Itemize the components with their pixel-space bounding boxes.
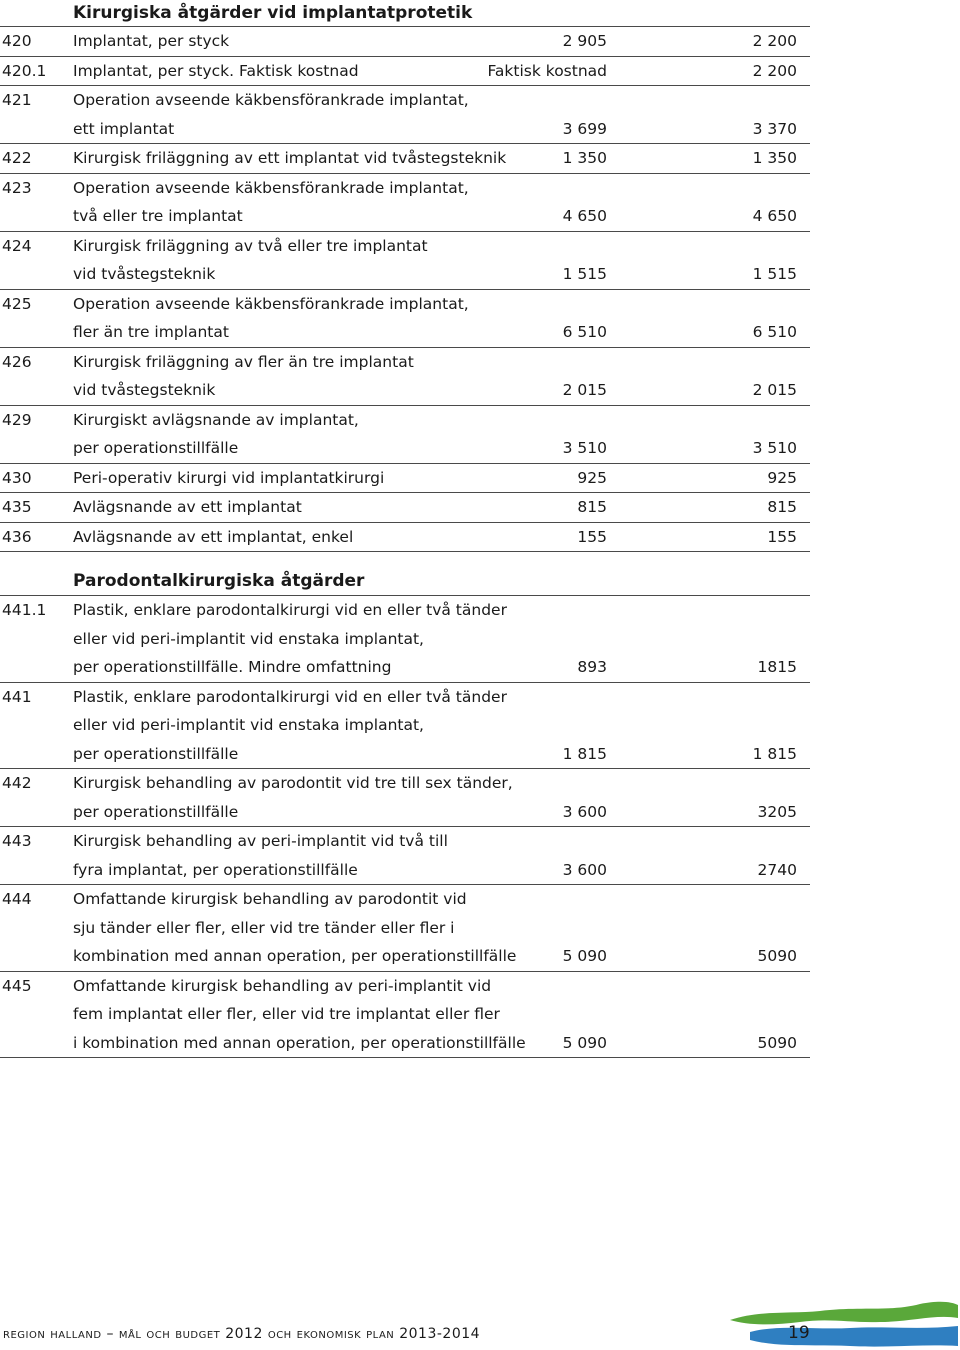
procedure-description: Kirurgiskt avlägsnande av implantat, — [73, 410, 359, 429]
row-line — [0, 376, 810, 405]
row-line — [0, 464, 810, 493]
table-row — [0, 56, 810, 86]
procedure-description: Kirurgisk friläggning av två eller tre implantat — [73, 236, 428, 255]
row-line — [0, 972, 810, 1001]
footer-text: region halland – mål och budget 2012 och ekonomisk plan 2013-2014 — [3, 1326, 481, 1342]
price-column-2: 6 510 — [752, 323, 797, 341]
procedure-description: Omfattande kirurgisk behandling av peri-implantit vid — [73, 976, 492, 995]
row-line — [0, 740, 810, 769]
logo-green-swoosh — [730, 1302, 958, 1325]
row-line — [0, 57, 810, 86]
price-column-2: 3205 — [757, 802, 797, 821]
procedure-description: Implantat, per styck. Faktisk kostnad — [73, 61, 359, 80]
row-line — [0, 115, 810, 144]
procedure-description: per operationstillfälle — [73, 439, 239, 457]
row-line — [0, 86, 810, 115]
procedure-code: 425 — [2, 294, 32, 313]
row-line — [0, 260, 810, 289]
table-row — [0, 595, 810, 682]
row-line — [0, 856, 810, 885]
price-column-2: 1 815 — [752, 744, 797, 763]
table-row — [0, 85, 810, 143]
price-column-2: 4 650 — [752, 207, 797, 225]
procedure-description: ett implantat — [73, 119, 175, 138]
row-line — [0, 798, 810, 827]
row-line — [0, 711, 810, 740]
procedure-description: per operationstillfälle. Mindre omfattning — [73, 658, 392, 676]
price-column-2: 1815 — [757, 658, 797, 676]
row-line — [0, 625, 810, 654]
table-row — [0, 289, 810, 347]
procedure-code: 430 — [2, 468, 32, 487]
row-line — [0, 1029, 810, 1058]
row-line — [0, 202, 810, 231]
price-column-1: 1 350 — [562, 149, 607, 167]
price-column-2: 1 515 — [752, 265, 797, 283]
procedure-code: 429 — [2, 410, 32, 429]
row-line — [0, 523, 810, 552]
logo-blue-swoosh — [750, 1326, 958, 1347]
procedure-description: Implantat, per styck — [73, 32, 230, 50]
table-row — [0, 347, 810, 405]
price-column-2: 5090 — [757, 1033, 797, 1052]
price-column-1: 5 090 — [562, 1033, 607, 1052]
row-line — [0, 769, 810, 798]
procedure-description: Avlägsnande av ett implantat, enkel — [73, 527, 354, 546]
price-column-1: 3 600 — [562, 802, 607, 821]
procedure-description: sju tänder eller fler, eller vid tre tänder eller fler i — [73, 918, 455, 937]
price-column-1: 4 650 — [562, 207, 607, 225]
procedure-description: Kirurgisk friläggning av ett implantat vid tvåstegsteknik — [73, 149, 507, 167]
procedure-description: Plastik, enklare parodontalkirurgi vid en eller två tänder — [73, 687, 507, 706]
table-row — [0, 884, 810, 971]
procedure-description: vid tvåstegsteknik — [73, 381, 216, 399]
section-title: Parodontalkirurgiska åtgärder — [73, 571, 365, 591]
price-table — [0, 26, 810, 552]
procedure-description: Operation avseende käkbensförankrade implantat, — [73, 294, 469, 313]
procedure-description: Operation avseende käkbensförankrade implantat, — [73, 91, 469, 109]
procedure-description: eller vid peri-implantit vid enstaka implantat, — [73, 716, 424, 734]
row-line — [0, 290, 810, 319]
procedure-code: 441 — [2, 687, 32, 706]
procedure-description: Kirurgisk behandling av peri-implantit vid två till — [73, 832, 448, 850]
price-column-1: 2 015 — [562, 381, 607, 399]
table-row — [0, 143, 810, 173]
procedure-code: 435 — [2, 498, 32, 516]
row-line — [0, 493, 810, 522]
price-column-2: 2 200 — [752, 61, 797, 80]
table-row — [0, 26, 810, 56]
procedure-code: 441.1 — [2, 601, 47, 619]
procedure-description: Omfattande kirurgisk behandling av parodontit vid — [73, 890, 467, 908]
procedure-code: 443 — [2, 832, 32, 850]
procedure-description: Peri-operativ kirurgi vid implantatkirurgi — [73, 468, 385, 487]
price-column-2: 5090 — [757, 947, 797, 965]
procedure-code: 445 — [2, 976, 32, 995]
row-line — [0, 683, 810, 712]
price-column-1: 893 — [577, 658, 607, 676]
price-column-1: 155 — [577, 527, 607, 546]
row-line — [0, 1000, 810, 1029]
procedure-code: 423 — [2, 178, 32, 197]
price-column-1: 1 515 — [562, 265, 607, 283]
price-column-1: 925 — [577, 468, 607, 487]
price-column-2: 155 — [767, 527, 797, 546]
price-column-1: 3 510 — [562, 439, 607, 457]
procedure-code: 420 — [2, 32, 32, 50]
price-column-2: 815 — [767, 498, 797, 516]
price-column-2: 2740 — [757, 860, 797, 879]
price-column-2: 2 200 — [752, 32, 797, 50]
procedure-code: 424 — [2, 236, 32, 255]
row-line — [0, 406, 810, 435]
table-row — [0, 682, 810, 769]
price-column-2: 925 — [767, 468, 797, 487]
row-line — [0, 885, 810, 914]
price-table — [0, 595, 810, 1058]
row-line — [0, 144, 810, 173]
procedure-code: 426 — [2, 352, 32, 371]
procedure-code: 421 — [2, 91, 32, 109]
table-row — [0, 971, 810, 1059]
price-column-1: 815 — [577, 498, 607, 516]
region-halland-logo — [720, 1296, 960, 1350]
table-row — [0, 522, 810, 553]
procedure-code: 422 — [2, 149, 32, 167]
price-column-1: Faktisk kostnad — [487, 61, 607, 80]
row-line — [0, 596, 810, 625]
procedure-description: fem implantat eller fler, eller vid tre implantat eller fler — [73, 1005, 500, 1023]
row-line — [0, 27, 810, 56]
procedure-description: fyra implantat, per operationstillfälle — [73, 860, 358, 879]
procedure-description: per operationstillfälle — [73, 802, 239, 821]
table-row — [0, 463, 810, 493]
procedure-description: Plastik, enklare parodontalkirurgi vid en eller två tänder — [73, 601, 507, 619]
page-number: 19 — [788, 1323, 810, 1343]
row-line — [0, 942, 810, 971]
table-row — [0, 492, 810, 522]
row-line — [0, 434, 810, 463]
procedure-description: kombination med annan operation, per operationstillfälle — [73, 947, 517, 965]
price-column-2: 2 015 — [752, 381, 797, 399]
table-row — [0, 173, 810, 231]
row-line — [0, 174, 810, 203]
procedure-description: fler än tre implantat — [73, 323, 229, 341]
section-title: Kirurgiska åtgärder vid implantatprotetik — [73, 3, 473, 23]
procedure-description: Operation avseende käkbensförankrade implantat, — [73, 178, 469, 197]
procedure-description: per operationstillfälle — [73, 744, 239, 763]
price-column-2: 3 370 — [752, 119, 797, 138]
procedure-description: Kirurgisk friläggning av fler än tre implantat — [73, 352, 414, 371]
table-row — [0, 405, 810, 463]
row-line — [0, 318, 810, 347]
table-row — [0, 768, 810, 826]
procedure-description: två eller tre implantat — [73, 207, 243, 225]
price-column-1: 3 600 — [562, 860, 607, 879]
row-line — [0, 914, 810, 943]
procedure-code: 436 — [2, 527, 32, 546]
price-column-1: 2 905 — [562, 32, 607, 50]
table-row — [0, 231, 810, 289]
row-line — [0, 232, 810, 261]
table-row — [0, 826, 810, 884]
price-column-1: 3 699 — [562, 119, 607, 138]
price-column-1: 6 510 — [562, 323, 607, 341]
procedure-code: 444 — [2, 890, 32, 908]
price-column-2: 3 510 — [752, 439, 797, 457]
price-column-2: 1 350 — [752, 149, 797, 167]
procedure-code: 442 — [2, 774, 32, 792]
procedure-description: vid tvåstegsteknik — [73, 265, 216, 283]
row-line — [0, 348, 810, 377]
row-line — [0, 653, 810, 682]
procedure-code: 420.1 — [2, 61, 47, 80]
procedure-description: i kombination med annan operation, per operationstillfälle — [73, 1033, 526, 1052]
procedure-description: eller vid peri-implantit vid enstaka implantat, — [73, 629, 424, 648]
procedure-description: Kirurgisk behandling av parodontit vid tre till sex tänder, — [73, 774, 513, 792]
row-line — [0, 827, 810, 856]
price-column-1: 5 090 — [562, 947, 607, 965]
procedure-description: Avlägsnande av ett implantat — [73, 498, 302, 516]
price-column-1: 1 815 — [562, 744, 607, 763]
